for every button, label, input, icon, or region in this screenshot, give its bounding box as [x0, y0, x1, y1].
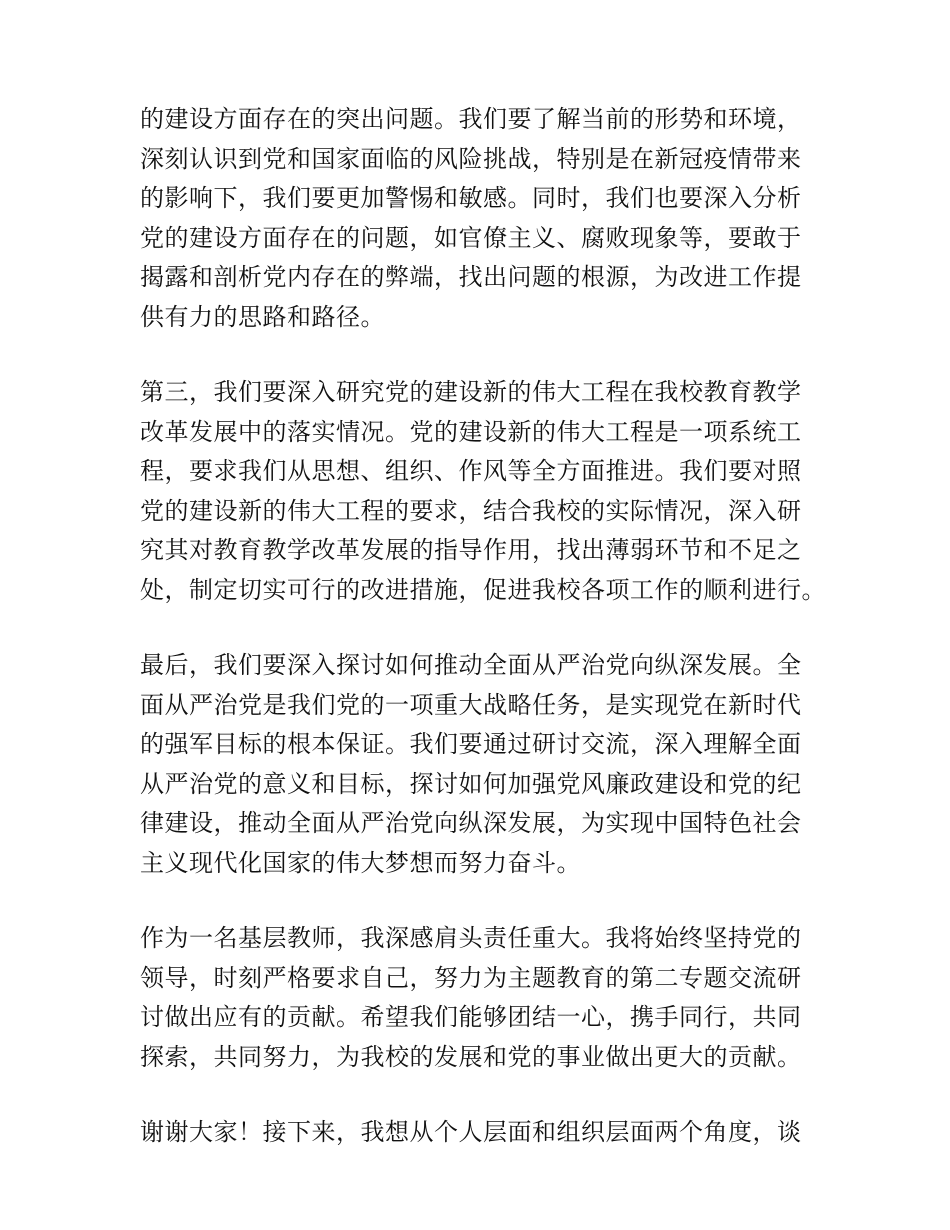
- text-line: 处，制定切实可行的改进措施，促进我校各项工作的顺利进行。: [140, 575, 826, 604]
- text-line: 律建设，推动全面从严治党向纵深发展，为实现中国特色社会: [140, 809, 802, 837]
- paragraph: [140, 1113, 830, 1153]
- text-line: 改革发展中的落实情况。党的建设新的伟大工程是一项系统工: [140, 417, 802, 446]
- paragraph: [140, 100, 830, 337]
- text-line: 的影响下，我们要更加警惕和敏感。同时，我们也要深入分析: [140, 184, 802, 212]
- paragraph: [140, 646, 830, 883]
- paragraph: [140, 373, 830, 610]
- document-body: [140, 100, 830, 1189]
- text-line: 究其对教育教学改革发展的指导作用，找出薄弱环节和不足之: [140, 536, 802, 564]
- text-line: 的建设方面存在的突出问题。我们要了解当前的形势和环境，: [140, 105, 802, 133]
- text-line: 的强军目标的根本保证。我们要通过研讨交流，深入理解全面: [140, 730, 802, 758]
- text-line: 作为一名基层教师，我深感肩头责任重大。我将始终坚持党的: [140, 924, 802, 952]
- text-line: 第三，我们要深入研究党的建设新的伟大工程在我校教育教学: [140, 378, 802, 406]
- text-line: 程，要求我们从思想、组织、作风等全方面推进。我们要对照: [140, 457, 802, 485]
- text-line: 供有力的思路和路径。: [140, 302, 385, 331]
- text-line: 揭露和剖析党内存在的弊端，找出问题的根源，为改进工作提: [140, 263, 802, 291]
- text-line: 探索，共同努力，为我校的发展和党的事业做出更大的贡献。: [140, 1042, 802, 1071]
- text-line: 最后，我们要深入探讨如何推动全面从严治党向纵深发展。全: [140, 651, 802, 679]
- text-line: 领导，时刻严格要求自己，努力为主题教育的第二专题交流研: [140, 963, 802, 992]
- text-line: 讨做出应有的贡献。希望我们能够团结一心，携手同行，共同: [140, 1003, 802, 1031]
- text-line: 谢谢大家！接下来，我想从个人层面和组织层面两个角度，谈: [140, 1118, 802, 1146]
- text-line: 面从严治党是我们党的一项重大战略任务，是实现党在新时代: [140, 690, 802, 719]
- text-line: 党的建设新的伟大工程的要求，结合我校的实际情况，深入研: [140, 496, 802, 525]
- text-line: 深刻认识到党和国家面临的风险挑战，特别是在新冠疫情带来: [140, 144, 802, 173]
- text-line: 主义现代化国家的伟大梦想而努力奋斗。: [140, 848, 581, 877]
- paragraph: [140, 919, 830, 1077]
- text-line: 从严治党的意义和目标，探讨如何加强党风廉政建设和党的纪: [140, 769, 802, 798]
- text-line: 党的建设方面存在的问题，如官僚主义、腐败现象等，要敢于: [140, 223, 802, 252]
